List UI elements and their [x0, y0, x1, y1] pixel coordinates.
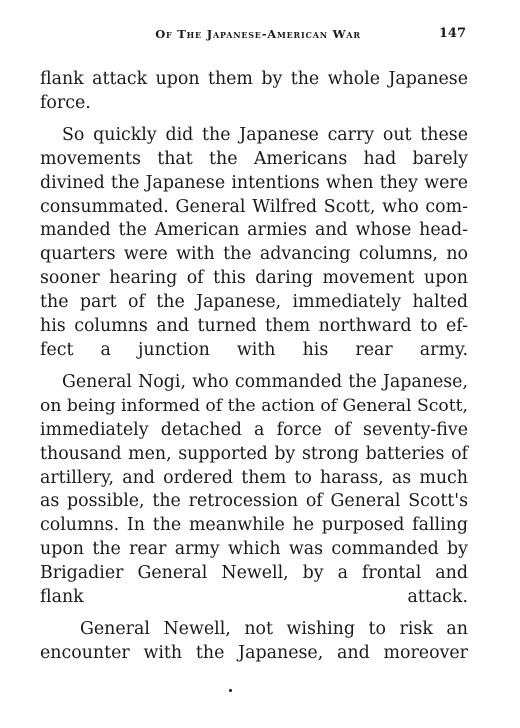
text-line: fect a junction with his rear army. — [40, 339, 468, 360]
text-line: his columns and turned them northward to ef- — [40, 316, 468, 337]
text-line: quarters were with the advancing columns, no — [40, 244, 468, 265]
paragraph-4 — [40, 618, 468, 666]
text-line: encounter with the Japanese, and moreover — [40, 642, 468, 663]
text-line: the part of the Japanese, immediately halted — [40, 292, 468, 313]
body-text — [40, 68, 468, 666]
text-line: Brigadier General Newell, by a frontal and — [40, 563, 468, 584]
text-line: flank attack. — [40, 587, 468, 608]
text-line: sooner hearing of this daring movement upon — [40, 268, 468, 289]
paragraph-3 — [40, 371, 468, 610]
text-line: consummated. General Wilfred Scott, who com- — [40, 196, 468, 217]
ink-speck — [229, 689, 232, 692]
running-head — [40, 27, 476, 47]
paragraph-2 — [40, 124, 468, 363]
page-number: 147 — [438, 26, 466, 41]
text-line: artillery, and ordered them to harass, as much — [40, 467, 468, 488]
text-line: columns. In the meanwhile he purposed falling — [40, 515, 468, 536]
paragraph-1 — [40, 68, 468, 116]
text-line: on being informed of the action of General Scott, — [40, 395, 468, 416]
text-line: upon the rear army which was commanded by — [40, 539, 468, 560]
text-line: divined the Japanese intentions when they were — [40, 172, 468, 193]
text-line: force. — [40, 92, 91, 113]
text-line: movements that the Americans had barely — [40, 148, 468, 169]
text-line: So quickly did the Japanese carry out these — [62, 124, 468, 145]
text-line: flank attack upon them by the whole Japanese — [40, 69, 468, 89]
text-line: thousand men, supported by strong batteries of — [40, 443, 468, 464]
running-title: Of The Japanese-American War — [155, 27, 361, 41]
text-line: General Nogi, who commanded the Japanese, — [62, 371, 468, 392]
text-line: manded the American armies and whose head- — [40, 220, 468, 241]
text-line: immediately detached a force of seventy-five — [40, 419, 468, 440]
text-line: General Newell, not wishing to risk an — [80, 618, 468, 639]
text-line: as possible, the retrocession of General Scott's — [40, 491, 468, 512]
